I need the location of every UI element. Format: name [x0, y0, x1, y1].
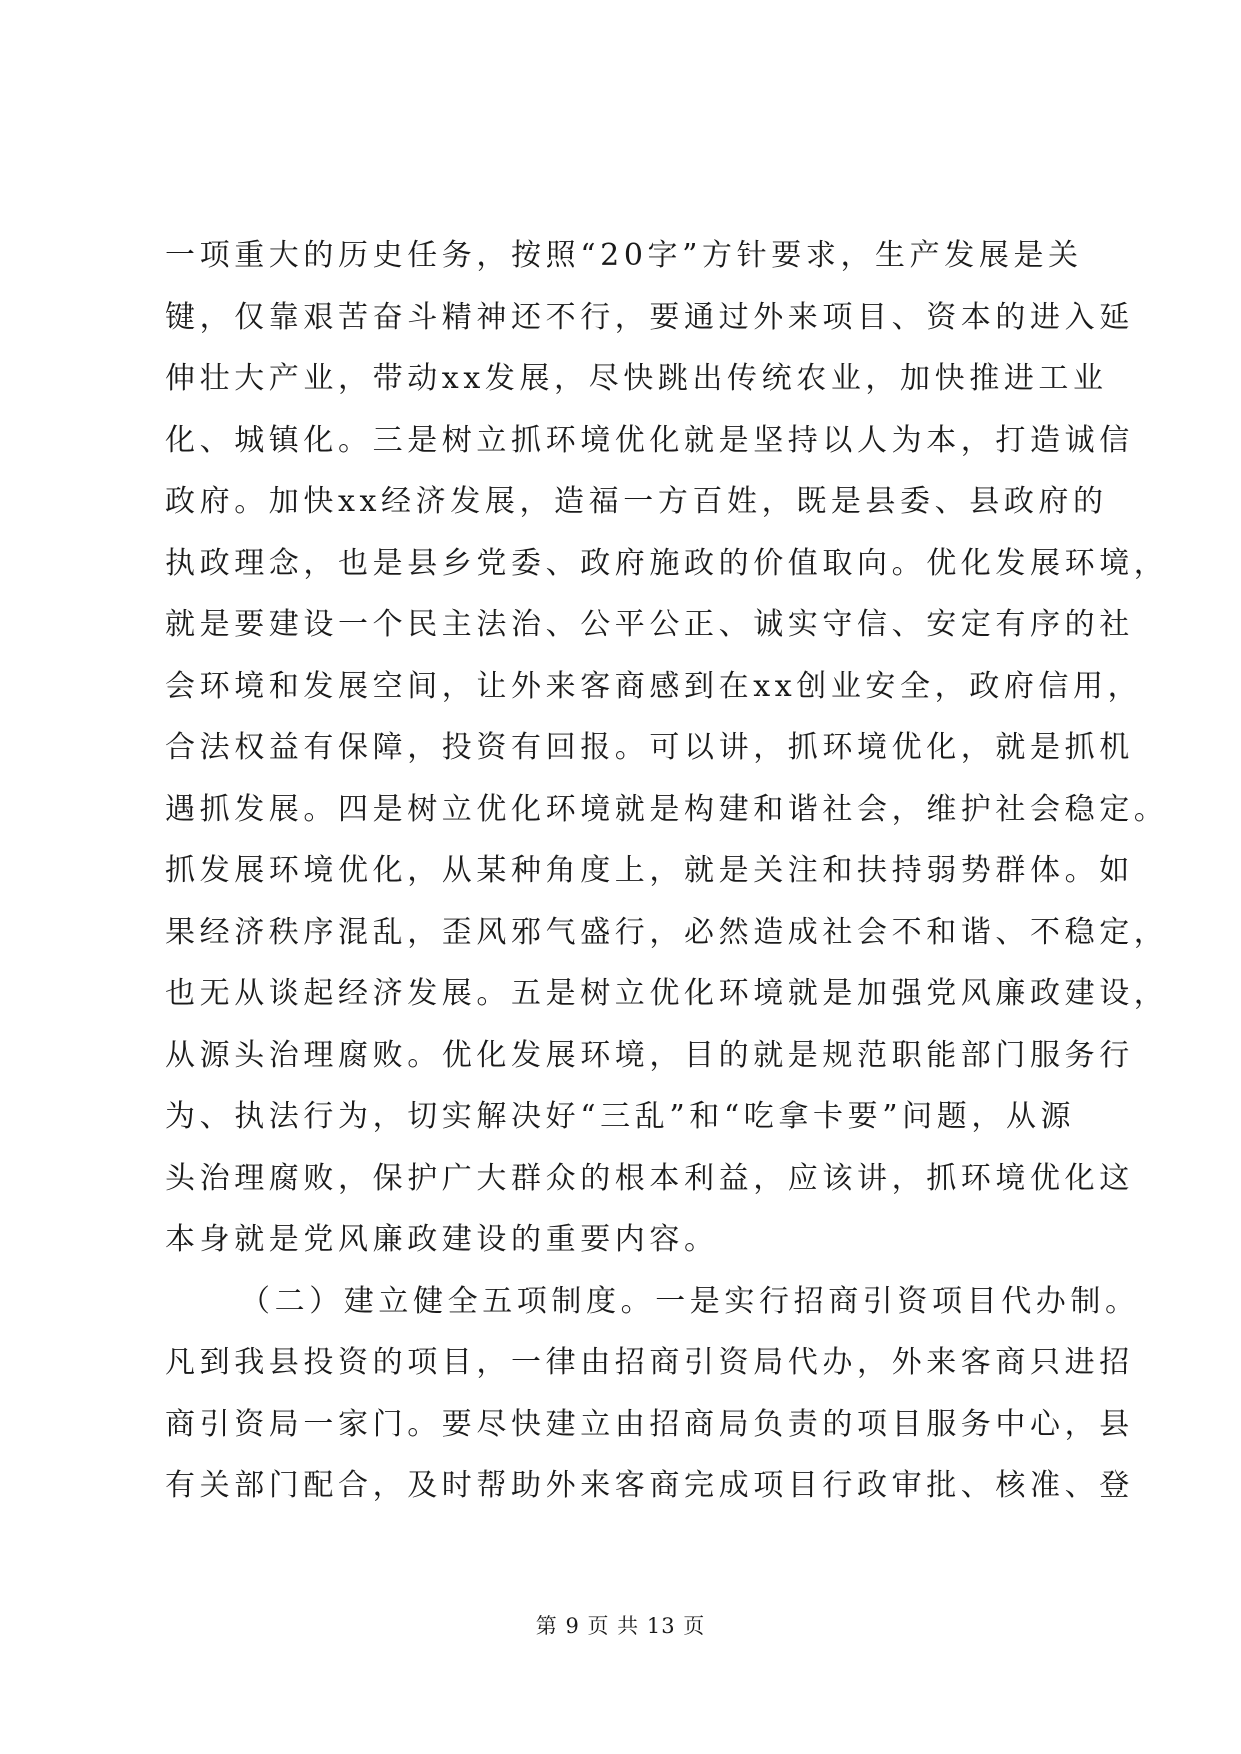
- text-line-12: 果经济秩序混乱，歪风邪气盛行，必然造成社会不和谐、不稳定，: [165, 914, 1169, 950]
- text-line-10: 遇抓发展。四是树立优化环境就是构建和谐社会，维护社会稳定。: [165, 791, 1169, 827]
- text-line-11: 抓发展环境优化，从某种角度上，就是关注和扶持弱势群体。如: [165, 853, 1134, 888]
- section-heading-line: （二）建立健全五项制度。一是实行招商引资项目代办制。: [240, 1283, 1140, 1319]
- text-line-16: 头治理腐败，保护广大群众的根本利益，应该讲，抓环境优化这: [165, 1160, 1134, 1196]
- text-line-9: 合法权益有保障，投资有回报。可以讲，抓环境优化，就是抓机: [165, 730, 1134, 765]
- text-line-20: 商引资局一家门。要尽快建立由招商局负责的项目服务中心，县: [165, 1406, 1134, 1442]
- body-text: [165, 225, 1169, 1517]
- text-line-4: 化、城镇化。三是树立抓环境优化就是坚持以人为本，打造诚信: [165, 422, 1134, 458]
- text-line-17: 本身就是党风廉政建设的重要内容。: [165, 1222, 719, 1257]
- text-line-19: 凡到我县投资的项目，一律由招商引资局代办，外来客商只进招: [165, 1345, 1134, 1380]
- text-line-14: 从源头治理腐败。优化发展环境，目的就是规范职能部门服务行: [165, 1037, 1134, 1073]
- text-line-1: 一项重大的历史任务，按照“20字”方针要求，生产发展是关: [165, 238, 1083, 273]
- text-line-8: 会环境和发展空间，让外来客商感到在xx创业安全，政府信用，: [165, 668, 1143, 704]
- text-line-3: 伸壮大产业，带动xx发展，尽快跳出传统农业，加快推进工业: [165, 361, 1108, 396]
- page-number-footer: 第 9 页 共 13 页: [535, 1614, 706, 1638]
- text-line-5: 政府。加快xx经济发展，造福一方百姓，既是县委、县政府的: [165, 484, 1108, 519]
- text-line-15: 为、执法行为，切实解决好“三乱”和“吃拿卡要”问题，从源: [165, 1099, 1076, 1134]
- text-line-13: 也无从谈起经济发展。五是树立优化环境就是加强党风廉政建设，: [165, 976, 1169, 1011]
- text-line-7: 就是要建设一个民主法治、公平公正、诚实守信、安定有序的社: [165, 607, 1134, 642]
- text-line-21: 有关部门配合，及时帮助外来客商完成项目行政审批、核准、登: [165, 1468, 1134, 1503]
- text-line-2: 键，仅靠艰苦奋斗精神还不行，要通过外来项目、资本的进入延: [165, 299, 1134, 335]
- text-line-6: 执政理念，也是县乡党委、政府施政的价值取向。优化发展环境，: [165, 545, 1169, 581]
